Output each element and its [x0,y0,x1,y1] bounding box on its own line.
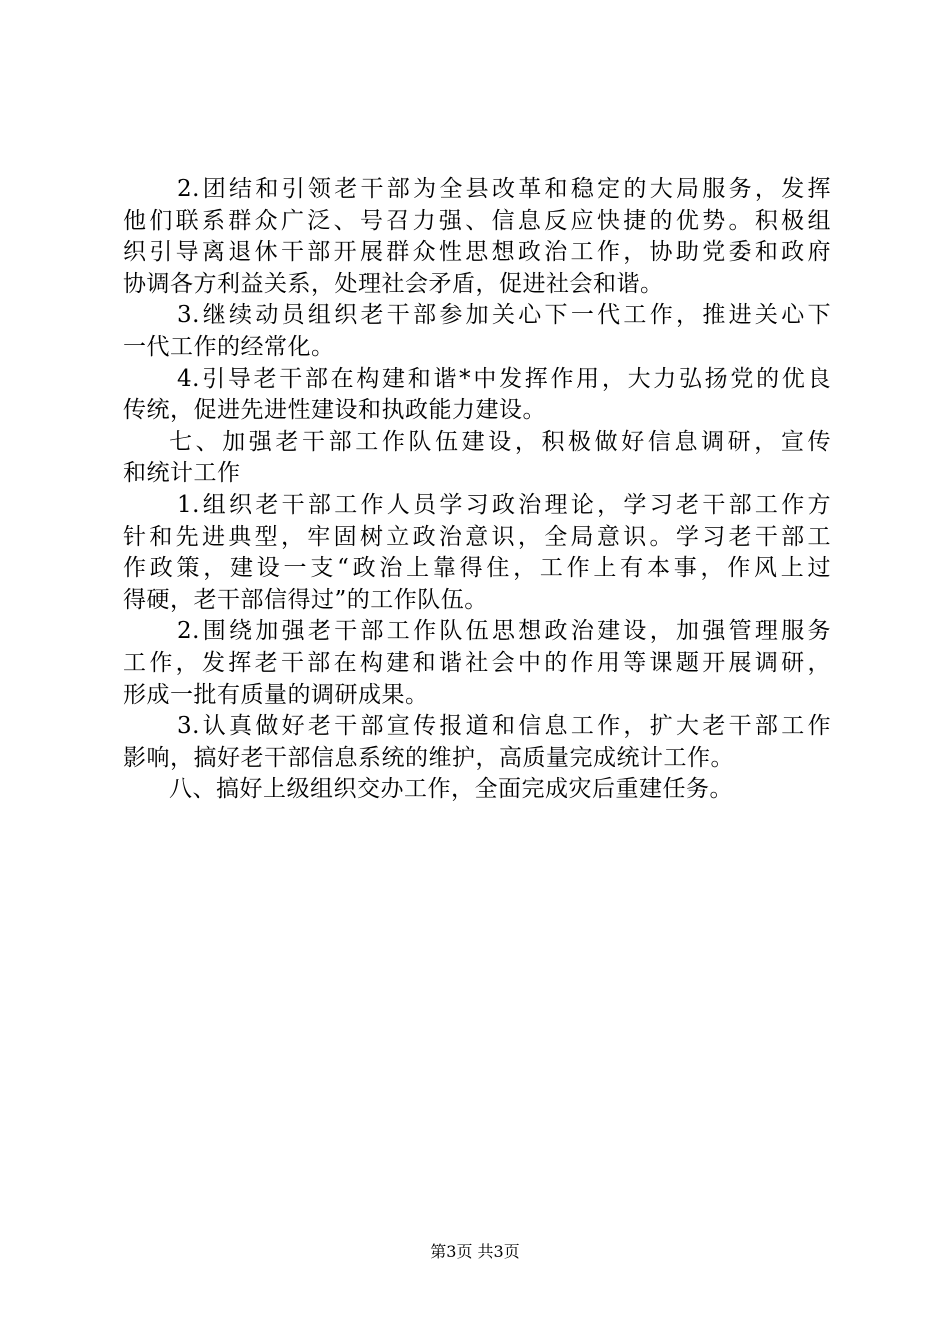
text-line: 七、加强老干部工作队伍建设，积极做好信息调研，宣传 [169,428,831,455]
text-line: 得硬，老干部信得过”的工作队伍。 [123,586,488,613]
section-heading-7 [123,427,831,490]
paragraph-5 [123,490,831,616]
page-footer: 第3页 共3页 [430,1242,520,1261]
text-line: 1.组织老干部工作人员学习政治理论，学习老干部工作方 [177,491,831,518]
text-line: 和统计工作 [123,460,241,487]
section-heading-8 [123,774,831,806]
text-line: 形成一批有质量的调研成果。 [123,681,429,708]
paragraph-2 [123,300,831,363]
text-line: 2.团结和引领老干部为全县改革和稳定的大局服务，发挥 [177,176,831,202]
text-line: 3.继续动员组织老干部参加关心下一代工作，推进关心下 [177,302,831,329]
text-line: 他们联系群众广泛、号召力强、信息反应快捷的优势。积极组 [123,207,831,234]
text-line: 织引导离退休干部开展群众性思想政治工作，协助党委和政府 [123,239,831,266]
paragraph-3 [123,364,831,427]
text-line: 八、搞好上级组织交办工作，全面完成灾后重建任务。 [169,776,733,803]
paragraph-1 [123,174,831,300]
text-line: 作政策，建设一支“政治上靠得住，工作上有本事，作风上过 [123,555,831,582]
text-line: 协调各方利益关系，处理社会矛盾，促进社会和谐。 [123,270,664,297]
paragraph-6 [123,616,831,711]
text-line: 3.认真做好老干部宣传报道和信息工作，扩大老干部工作 [177,713,831,740]
text-line: 针和先进典型，牢固树立政治意识，全局意识。学习老干部工 [123,523,831,550]
document-body [123,174,831,806]
paragraph-7 [123,711,831,774]
text-line: 4.引导老干部在构建和谐*中发挥作用，大力弘扬党的优良 [177,365,831,392]
text-line: 传统，促进先进性建设和执政能力建设。 [123,397,546,424]
text-line: 影响，搞好老干部信息系统的维护，高质量完成统计工作。 [123,744,734,771]
text-line: 一代工作的经常化。 [123,333,335,360]
text-line: 2.围绕加强老干部工作队伍思想政治建设，加强管理服务 [177,618,831,645]
text-line: 工作，发挥老干部在构建和谐社会中的作用等课题开展调研， [123,649,831,676]
